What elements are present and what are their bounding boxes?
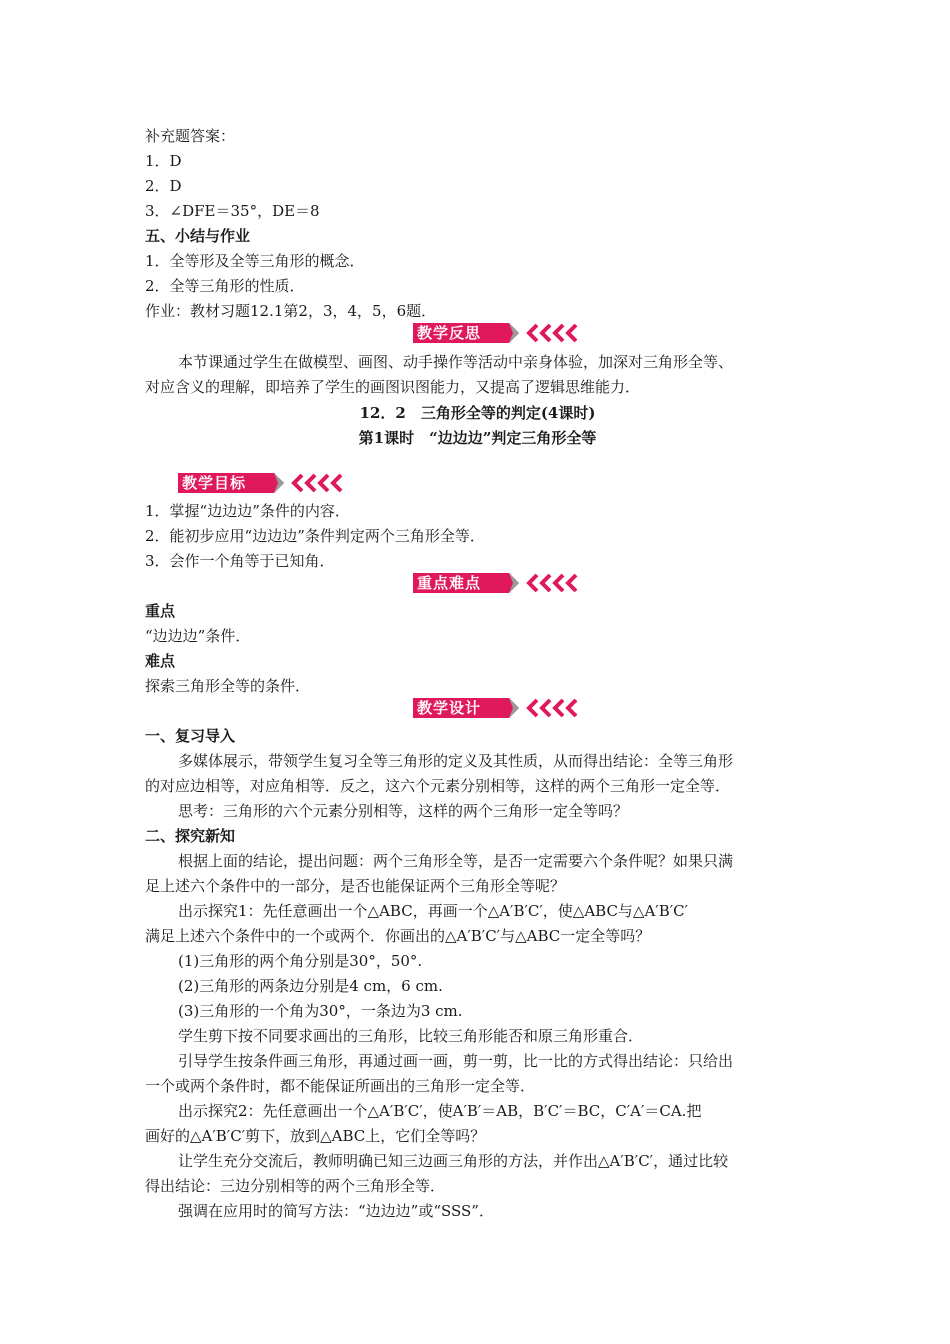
inquiry-1-line-1: 出示探究1：先任意画出一个△ABC，再画一个△A′B′C′，使△ABC与△A′B′C′	[178, 902, 689, 920]
objective-2: 2．能初步应用“边边边”条件判定两个三角形全等．	[145, 527, 485, 545]
key-point-text: “边边边”条件．	[145, 627, 251, 645]
reflection-para-line-2: 对应含义的理解，即培养了学生的画图识图能力，又提高了逻辑思维能力．	[145, 378, 641, 396]
inquiry-2-line-1: 出示探究2：先任意画出一个△A′B′C′，使A′B′＝AB，B′C′＝BC，C′A′＝CA.把	[178, 1102, 702, 1120]
banner-label: 教学反思	[417, 324, 482, 342]
difficulty-text: 探索三角形全等的条件．	[145, 677, 311, 695]
homework-line: 作业：教材习题12.1第2，3，4，5，6题．	[145, 302, 437, 320]
summary-item-1: 1．全等形及全等三角形的概念．	[145, 252, 365, 270]
inquiry-1-line-2: 满足上述六个条件中的一个或两个．你画出的△A′B′C′与△ABC一定全等吗？	[145, 927, 651, 945]
banner-label: 教学设计	[417, 699, 482, 717]
banner-teaching-design	[413, 697, 578, 719]
banner-teaching-objectives	[178, 472, 343, 494]
inquiry-2-line-2: 画好的△A′B′C′剪下，放到△ABC上，它们全等吗？	[145, 1127, 486, 1145]
conclusion-line-2: 得出结论：三边分别相等的两个三角形全等．	[145, 1177, 446, 1195]
banner-teaching-reflection	[413, 322, 578, 344]
lesson-title: 第1课时 “边边边”判定三角形全等	[358, 429, 597, 447]
summary-item-2: 2．全等三角形的性质．	[145, 277, 305, 295]
condition-3: (3)三角形的一个角为30°，一条边为3 cm.	[178, 1002, 463, 1020]
guide-line-1: 引导学生按条件画三角形，再通过画一画，剪一剪，比一比的方式得出结论：只给出	[178, 1052, 734, 1070]
answers-heading: 补充题答案：	[145, 127, 236, 145]
explore-para-line-1: 根据上面的结论，提出问题：两个三角形全等，是否一定需要六个条件呢？如果只满	[178, 852, 734, 870]
review-para-line-1: 多媒体展示，带领学生复习全等三角形的定义及其性质，从而得出结论：全等三角形	[178, 752, 734, 770]
key-point-heading: 重点	[145, 602, 176, 620]
banner-label: 教学目标	[182, 474, 247, 492]
objective-1: 1．掌握“边边边”条件的内容．	[145, 502, 350, 520]
review-para-line-2: 的对应边相等，对应角相等．反之，这六个元素分别相等，这样的两个三角形一定全等．	[145, 777, 731, 795]
answer-1: 1．D	[145, 152, 182, 170]
section-title: 12．2 三角形全等的判定(4课时)	[359, 404, 596, 422]
answer-2: 2．D	[145, 177, 182, 195]
guide-line-2: 一个或两个条件时，都不能保证所画出的三角形一定全等．	[145, 1077, 536, 1095]
think-question: 思考：三角形的六个元素分别相等，这样的两个三角形一定全等吗？	[178, 802, 629, 820]
sss-notation-line: 强调在应用时的简写方法：“边边边”或“SSS”．	[178, 1202, 494, 1220]
section-review-heading: 一、复习导入	[145, 727, 236, 745]
explore-para-line-2: 足上述六个条件中的一部分，是否也能保证两个三角形全等呢？	[145, 877, 566, 895]
conclusion-line-1: 让学生充分交流后，教师明确已知三边画三角形的方法，并作出△A′B′C′，通过比较	[178, 1152, 729, 1170]
student-activity: 学生剪下按不同要求画出的三角形，比较三角形能否和原三角形重合．	[178, 1027, 644, 1045]
section-summary-heading: 五、小结与作业	[145, 227, 251, 245]
section-explore-heading: 二、探究新知	[145, 827, 236, 845]
reflection-para-line-1: 本节课通过学生在做模型、画图、动手操作等活动中亲身体验，加深对三角形全等、	[178, 353, 734, 371]
condition-2: (2)三角形的两条边分别是4 cm，6 cm.	[178, 977, 443, 995]
answer-3: 3．∠DFE＝35°，DE＝8	[145, 202, 320, 220]
objective-3: 3．会作一个角等于已知角．	[145, 552, 335, 570]
difficulty-heading: 难点	[145, 652, 176, 670]
banner-key-points	[413, 572, 578, 594]
condition-1: (1)三角形的两个角分别是30°，50°.	[178, 952, 423, 970]
banner-label: 重点难点	[417, 574, 482, 592]
